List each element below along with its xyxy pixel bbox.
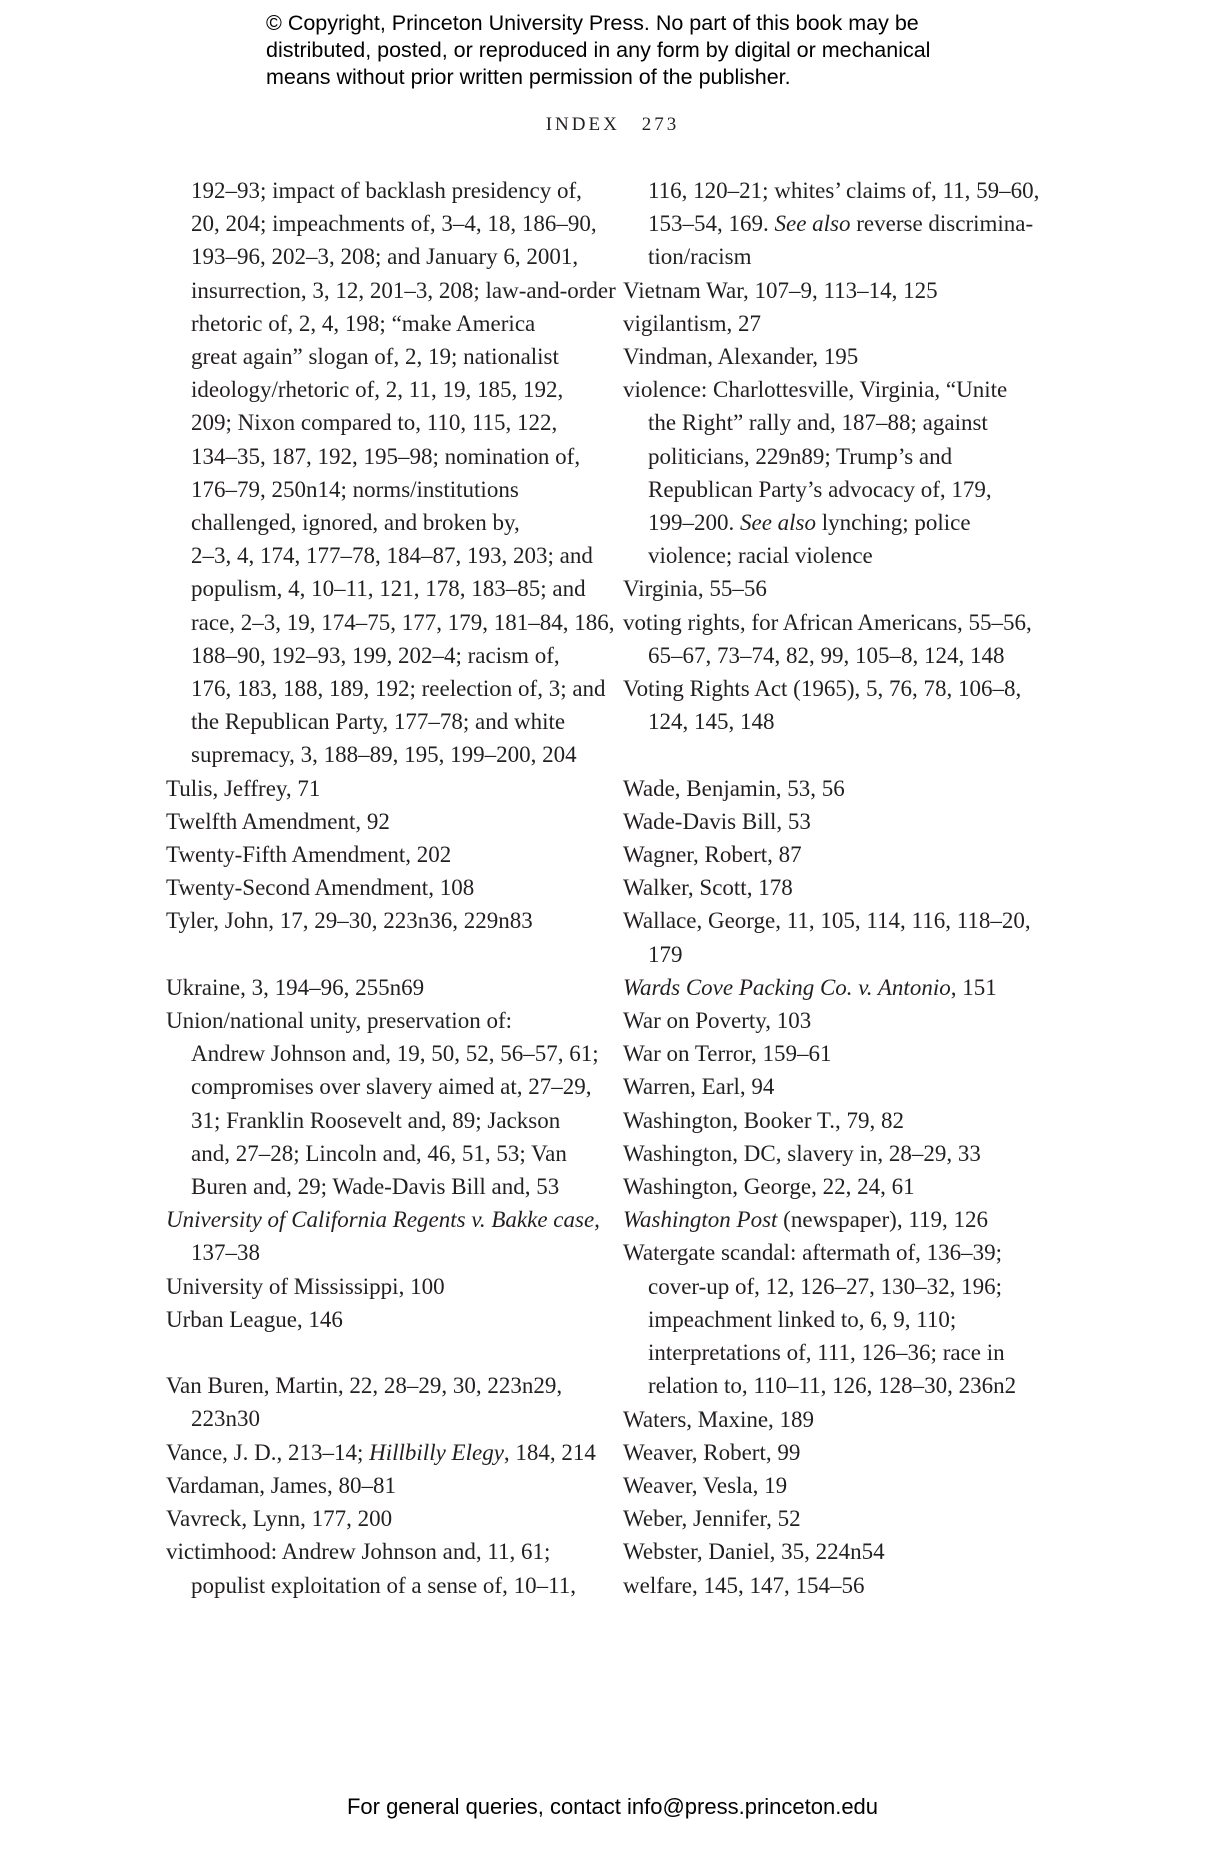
index-continuation-line: Republican Party’s advocacy of, 179,	[648, 476, 992, 502]
index-continuation-line: 134–35, 187, 192, 195–98; nomination of,	[191, 443, 581, 469]
index-continuation-line: race, 2–3, 19, 174–75, 177, 179, 181–84, 186,	[191, 609, 615, 635]
index-entry-vavreck: Vavreck, Lynn, 177, 200	[166, 1506, 393, 1532]
index-entry-ukraine: Ukraine, 3, 194–96, 255n69	[166, 974, 425, 1000]
index-entry-washington-george: Washington, George, 22, 24, 61	[623, 1174, 915, 1200]
footer-contact: For general queries, contact info@press.princeton.edu	[346, 1794, 879, 1819]
index-entry-washington-booker: Washington, Booker T., 79, 82	[623, 1107, 904, 1133]
index-entry-webster: Webster, Daniel, 35, 224n54	[623, 1539, 885, 1565]
index-continuation-line	[623, 207, 1053, 240]
index-entry-van-buren: Van Buren, Martin, 22, 28–29, 30, 223n29,	[166, 1373, 563, 1399]
index-continuation-line: cover-up of, 12, 126–27, 130–32, 196;	[648, 1273, 1003, 1299]
index-continuation-line: compromises over slavery aimed at, 27–29,	[191, 1074, 592, 1100]
index-continuation-line: 179	[648, 941, 683, 967]
index-entry-twelfth-amendment: Twelfth Amendment, 92	[166, 808, 390, 834]
index-continuation-line: 2–3, 4, 174, 177–78, 184–87, 193, 203; and	[191, 543, 593, 569]
index-continuation-line: insurrection, 3, 12, 201–3, 208; law-and-order	[191, 277, 616, 303]
copyright-notice	[266, 10, 986, 91]
index-continuation-line: relation to, 110–11, 126, 128–30, 236n2	[648, 1373, 1017, 1399]
index-entry-weber: Weber, Jennifer, 52	[623, 1506, 801, 1532]
index-entry-twenty-fifth-amendment: Twenty-Fifth Amendment, 202	[166, 842, 452, 868]
index-continuation-line: the Right” rally and, 187–88; against	[648, 410, 988, 436]
index-continuation-line: 209; Nixon compared to, 110, 115, 122,	[191, 410, 558, 436]
index-entry-waters: Waters, Maxine, 189	[623, 1406, 815, 1432]
index-entry-voting-rights: voting rights, for African Americans, 55–56,	[623, 609, 1032, 635]
entry-text: , 184, 214	[503, 1439, 596, 1465]
index-entry-uc-regents: University of California Regents v. Bakke case,	[166, 1207, 600, 1233]
index-column-right	[623, 174, 1053, 1602]
index-continuation-line: Buren and, 29; Wade-Davis Bill and, 53	[191, 1174, 560, 1200]
index-continuation-line: 137–38	[191, 1240, 260, 1266]
index-entry-war-on-poverty: War on Poverty, 103	[623, 1008, 812, 1034]
index-entry-vardaman: Vardaman, James, 80–81	[166, 1472, 396, 1498]
letter-group-gap	[166, 938, 596, 971]
index-continuation-line: politicians, 229n89; Trump’s and	[648, 443, 953, 469]
index-continuation-line: rhetoric of, 2, 4, 198; “make America	[191, 310, 536, 336]
index-entry-virginia: Virginia, 55–56	[623, 576, 767, 602]
index-entry-union: Union/national unity, preservation of:	[166, 1008, 512, 1034]
index-entry-wards-cove	[623, 971, 1053, 1004]
index-continuation-line: 20, 204; impeachments of, 3–4, 18, 186–90,	[191, 211, 597, 237]
entry-text: , 151	[950, 974, 997, 1000]
index-continuation-line: Andrew Johnson and, 19, 50, 52, 56–57, 61;	[191, 1041, 599, 1067]
index-entry-weaver-vesla: Weaver, Vesla, 19	[623, 1472, 788, 1498]
running-head	[0, 114, 1225, 136]
index-continuation-line: violence; racial violence	[648, 543, 873, 569]
copyright-line: © Copyright, Princeton University Press. No part of this book may be	[266, 11, 919, 35]
index-continuation-line: the Republican Party, 177–78; and white	[191, 709, 566, 735]
index-entry-warren: Warren, Earl, 94	[623, 1074, 775, 1100]
book-title: Hillbilly Elegy	[369, 1439, 504, 1465]
page-number: 273	[641, 114, 680, 135]
index-continuation-line: 124, 145, 148	[648, 709, 775, 735]
index-entry-washington-post	[623, 1203, 1053, 1236]
index-entry-violence: violence: Charlottesville, Virginia, “Unite	[623, 377, 1008, 403]
index-entry-walker: Walker, Scott, 178	[623, 875, 793, 901]
index-continuation-line: 65–67, 73–74, 82, 99, 105–8, 124, 148	[648, 642, 1005, 668]
index-continuation-line: populist exploitation of a sense of, 10–11,	[191, 1572, 576, 1598]
index-column-left	[166, 174, 616, 1602]
entry-text: reverse discrimina-	[850, 211, 1034, 237]
index-entry-tyler: Tyler, John, 17, 29–30, 223n36, 229n83	[166, 908, 533, 934]
copyright-line: distributed, posted, or reproduced in any form by digital or mechanical	[266, 38, 931, 62]
index-continuation-line: challenged, ignored, and broken by,	[191, 510, 520, 536]
entry-text: lynching; police	[816, 510, 971, 536]
index-continuation-line: impeachment linked to, 6, 9, 110;	[648, 1306, 957, 1332]
index-entry-vindman: Vindman, Alexander, 195	[623, 344, 859, 370]
index-continuation-line: 31; Franklin Roosevelt and, 89; Jackson	[191, 1107, 561, 1133]
index-entry-wagner: Wagner, Robert, 87	[623, 842, 802, 868]
index-entry-university-of-mississippi: University of Mississippi, 100	[166, 1273, 445, 1299]
index-entry-victimhood: victimhood: Andrew Johnson and, 11, 61;	[166, 1539, 551, 1565]
index-entry-twenty-second-amendment: Twenty-Second Amendment, 108	[166, 875, 475, 901]
running-head-label: INDEX	[545, 114, 620, 135]
index-continuation-line: supremacy, 3, 188–89, 195, 199–200, 204	[191, 742, 577, 768]
letter-group-gap	[166, 1336, 596, 1369]
index-continuation-line: 176–79, 250n14; norms/institutions	[191, 476, 519, 502]
index-entry-wade-davis-bill: Wade-Davis Bill, 53	[623, 808, 811, 834]
index-entry-voting-rights-act: Voting Rights Act (1965), 5, 76, 78, 106–8,	[623, 676, 1022, 702]
see-also: See also	[774, 211, 851, 237]
entry-text: 153–54, 169.	[648, 211, 775, 237]
index-continuation-line: great again” slogan of, 2, 19; nationalist	[191, 344, 559, 370]
index-entry-tulis: Tulis, Jeffrey, 71	[166, 775, 321, 801]
index-continuation-line: interpretations of, 111, 126–36; race in	[648, 1340, 1005, 1366]
entry-text: Vance, J. D., 213–14;	[166, 1439, 370, 1465]
index-entry-vance	[166, 1436, 596, 1469]
index-continuation-line: 193–96, 202–3, 208; and January 6, 2001,	[191, 244, 579, 270]
see-also: See also	[740, 510, 817, 536]
index-continuation-line	[623, 506, 1053, 539]
entry-text: (newspaper), 119, 126	[777, 1207, 988, 1233]
index-entry-weaver-robert: Weaver, Robert, 99	[623, 1439, 801, 1465]
index-continuation-line: ideology/rhetoric of, 2, 11, 19, 185, 192,	[191, 377, 564, 403]
newspaper-title: Washington Post	[623, 1207, 778, 1233]
index-continuation-line: populism, 4, 10–11, 121, 178, 183–85; and	[191, 576, 586, 602]
index-continuation-line: 223n30	[191, 1406, 260, 1432]
copyright-line: means without prior written permission of the publisher.	[266, 65, 791, 89]
index-continuation-line: tion/racism	[648, 244, 752, 270]
index-continuation-line: and, 27–28; Lincoln and, 46, 51, 53; Van	[191, 1140, 567, 1166]
index-continuation-line: 188–90, 192–93, 199, 202–4; racism of,	[191, 642, 560, 668]
letter-group-gap	[623, 738, 1053, 771]
index-entry-war-on-terror: War on Terror, 159–61	[623, 1041, 832, 1067]
index-entry-watergate: Watergate scandal: aftermath of, 136–39;	[623, 1240, 1002, 1266]
index-entry-vietnam-war: Vietnam War, 107–9, 113–14, 125	[623, 277, 938, 303]
entry-text: 199–200.	[648, 510, 740, 536]
index-entry-urban-league: Urban League, 146	[166, 1306, 343, 1332]
index-continuation-line: 192–93; impact of backlash presidency of,	[191, 178, 582, 203]
index-entry-welfare: welfare, 145, 147, 154–56	[623, 1572, 865, 1598]
case-title: Wards Cove Packing Co. v. Antonio	[623, 974, 951, 1000]
index-entry-wallace: Wallace, George, 11, 105, 114, 116, 118–20,	[623, 908, 1031, 934]
index-entry-wade: Wade, Benjamin, 53, 56	[623, 775, 845, 801]
index-entry-washington-dc: Washington, DC, slavery in, 28–29, 33	[623, 1140, 981, 1166]
index-continuation-line: 116, 120–21; whites’ claims of, 11, 59–60,	[648, 178, 1040, 203]
index-continuation-line: 176, 183, 188, 189, 192; reelection of, 3; and	[191, 676, 606, 702]
index-entry-vigilantism: vigilantism, 27	[623, 310, 761, 336]
